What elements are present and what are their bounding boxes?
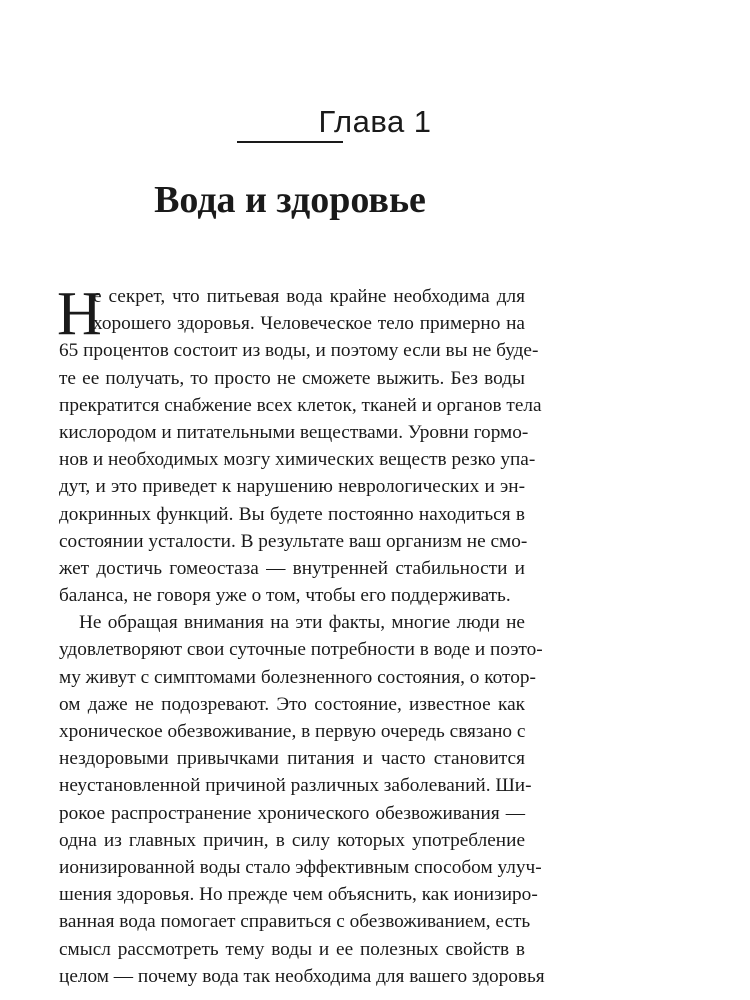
text-line: ванная вода помогает справиться с обезвоживанием, есть — [59, 911, 531, 933]
text-line: е секрет, что питьевая вода крайне необходима для — [93, 286, 525, 307]
chapter-label: Глава 1 — [318, 104, 432, 139]
body-text — [57, 280, 545, 990]
text-line: одна из главных причин, в силу которых употребление — [59, 829, 525, 851]
chapter-title: Вода и здоровье — [154, 179, 426, 221]
text-line: хорошего здоровья. Человеческое тело примерно на — [93, 313, 525, 335]
text-line: Не обращая внимания на эти факты, многие люди не — [79, 612, 525, 634]
text-line: прекратится снабжение всех клеток, тканей и органов тела — [59, 394, 542, 416]
text-line: ионизированной воды стало эффективным способом улуч- — [59, 856, 542, 878]
text-line: баланса, не говоря уже о том, чтобы его поддерживать. — [59, 585, 511, 607]
text-line: состоянии усталости. В результате ваш организм не смо- — [59, 530, 528, 552]
text-line: те ее получать, то просто не сможете выжить. Без воды — [59, 367, 525, 389]
drop-cap: Н — [57, 280, 102, 348]
text-line: хроническое обезвоживание, в первую очередь связано с — [59, 721, 526, 742]
text-line: удовлетворяют свои суточные потребности в воде и поэто- — [59, 639, 543, 661]
text-line: нов и необходимых мозгу химических веществ резко упа- — [59, 449, 536, 471]
text-line: жет достичь гомеостаза — внутренней стабильности и — [59, 557, 525, 579]
text-line: шения здоровья. Но прежде чем объяснить, как ионизиро- — [59, 884, 538, 906]
text-line: кислородом и питательными веществами. Уровни гормо- — [59, 421, 529, 443]
text-line: рокое распространение хронического обезвоживания — — [59, 802, 525, 824]
text-line: целом — почему вода так необходима для вашего здоровья — [59, 965, 545, 987]
chapter-underline — [237, 141, 343, 143]
text-line: 65 процентов состоит из воды, и поэтому если вы не буде- — [59, 340, 539, 362]
text-line: дут, и это приведет к нарушению неврологических и эн- — [59, 476, 525, 498]
text-line: неустановленной причиной различных заболеваний. Ши- — [59, 775, 532, 797]
text-line: смысл рассмотреть тему воды и ее полезных свойств в — [59, 938, 525, 960]
text-line: докринных функций. Вы будете постоянно находиться в — [59, 503, 525, 525]
text-line: му живут с симптомами болезненного состояния, о котор- — [59, 666, 536, 688]
text-line: ом даже не подозревают. Это состояние, известное как — [59, 693, 525, 715]
text-line: нездоровыми привычками питания и часто становится — [59, 748, 525, 770]
